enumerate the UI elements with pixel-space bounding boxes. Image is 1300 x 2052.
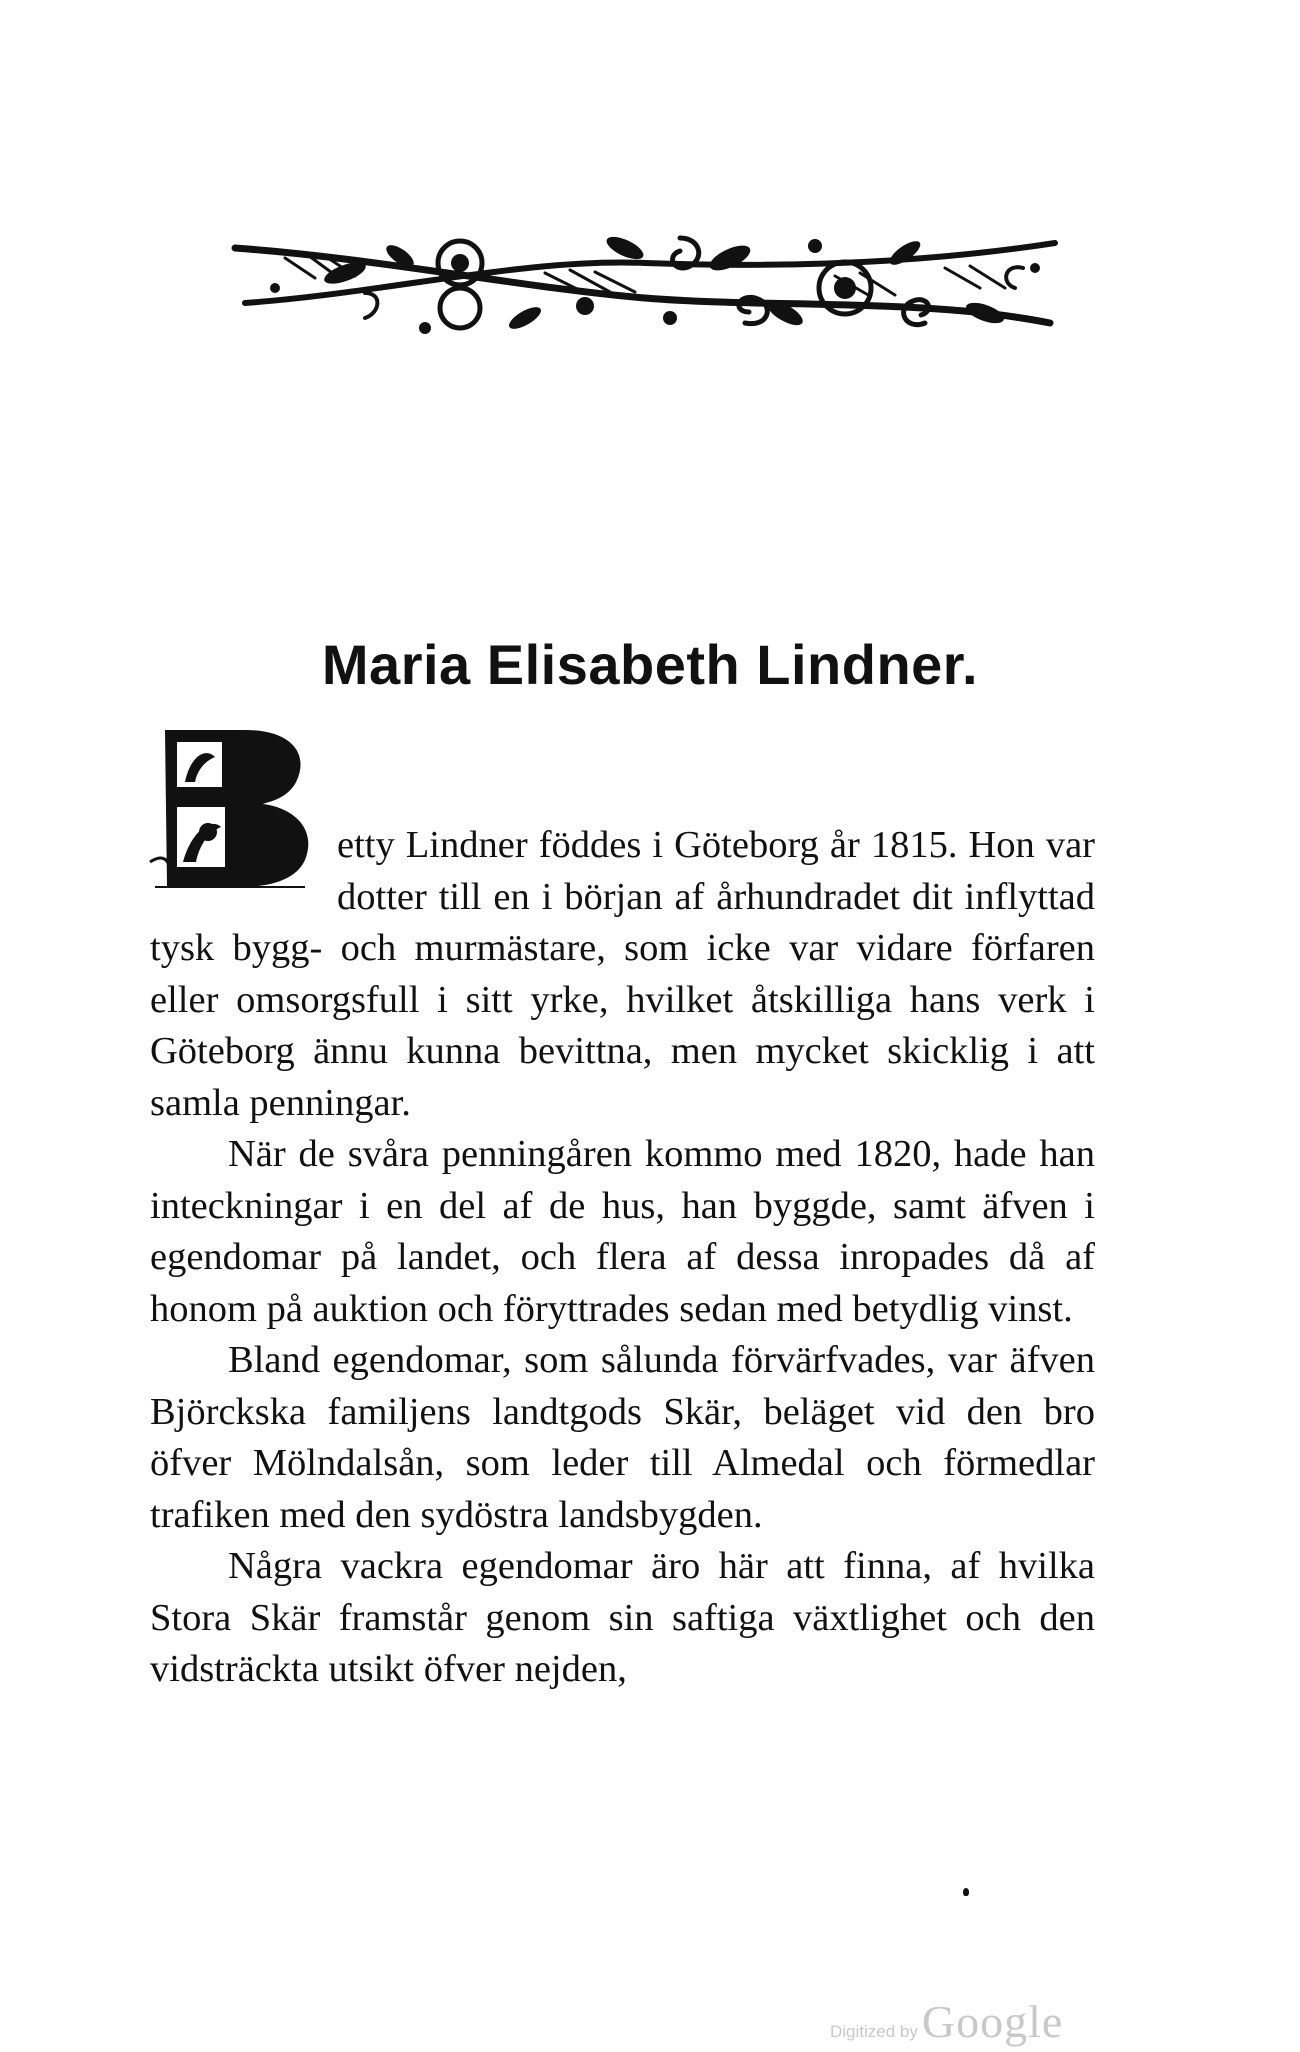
paragraph: När de svåra penningåren kommo med 1820, hade han inteckningar i en del af de hus, han byggde, samt äfven i egendomar på landet, och flera af dessa inropades då af honom på auktion och föryttrades sedan med betydlig vinst. [150,1133,1095,1330]
floral-vine-ornament-icon [225,228,1060,343]
stray-ink-mark [963,1888,969,1896]
page-title: Maria Elisabeth Lindner. [321,633,979,696]
watermark-prefix: Digitized by [830,2022,918,2041]
paragraph [150,820,1095,1129]
digitized-watermark [830,1995,1063,2048]
paragraph-text: etty Lindner föddes i Göteborg år 1815. Hon var dotter till en i början af århundradet dit inflyttad tysk bygg- och murmästare, som icke var vidare förfaren eller omsorgsfull i sitt yrke, hvilket åtskilliga hans verk i Göteborg ännu kunna bevittna, men mycket skicklig i att samla penningar. [150,824,1095,1124]
paragraph: Bland egendomar, som sålunda förvärfvades, var äfven Björckska familjens landtgods Skär, beläget vid den bro öfver Mölndalsån, som leder till Almedal och förmedlar trafiken med den sydöstra landsbygden. [150,1339,1095,1536]
watermark-brand: Google [921,1996,1064,2047]
drop-cap [145,712,325,892]
body-text [150,820,1095,1696]
paragraph: Några vackra egendomar äro här att finna, af hvilka Stora Skär framstår genom sin saftiga växtlighet och den vidsträckta utsikt öfver nejden, [150,1545,1095,1690]
